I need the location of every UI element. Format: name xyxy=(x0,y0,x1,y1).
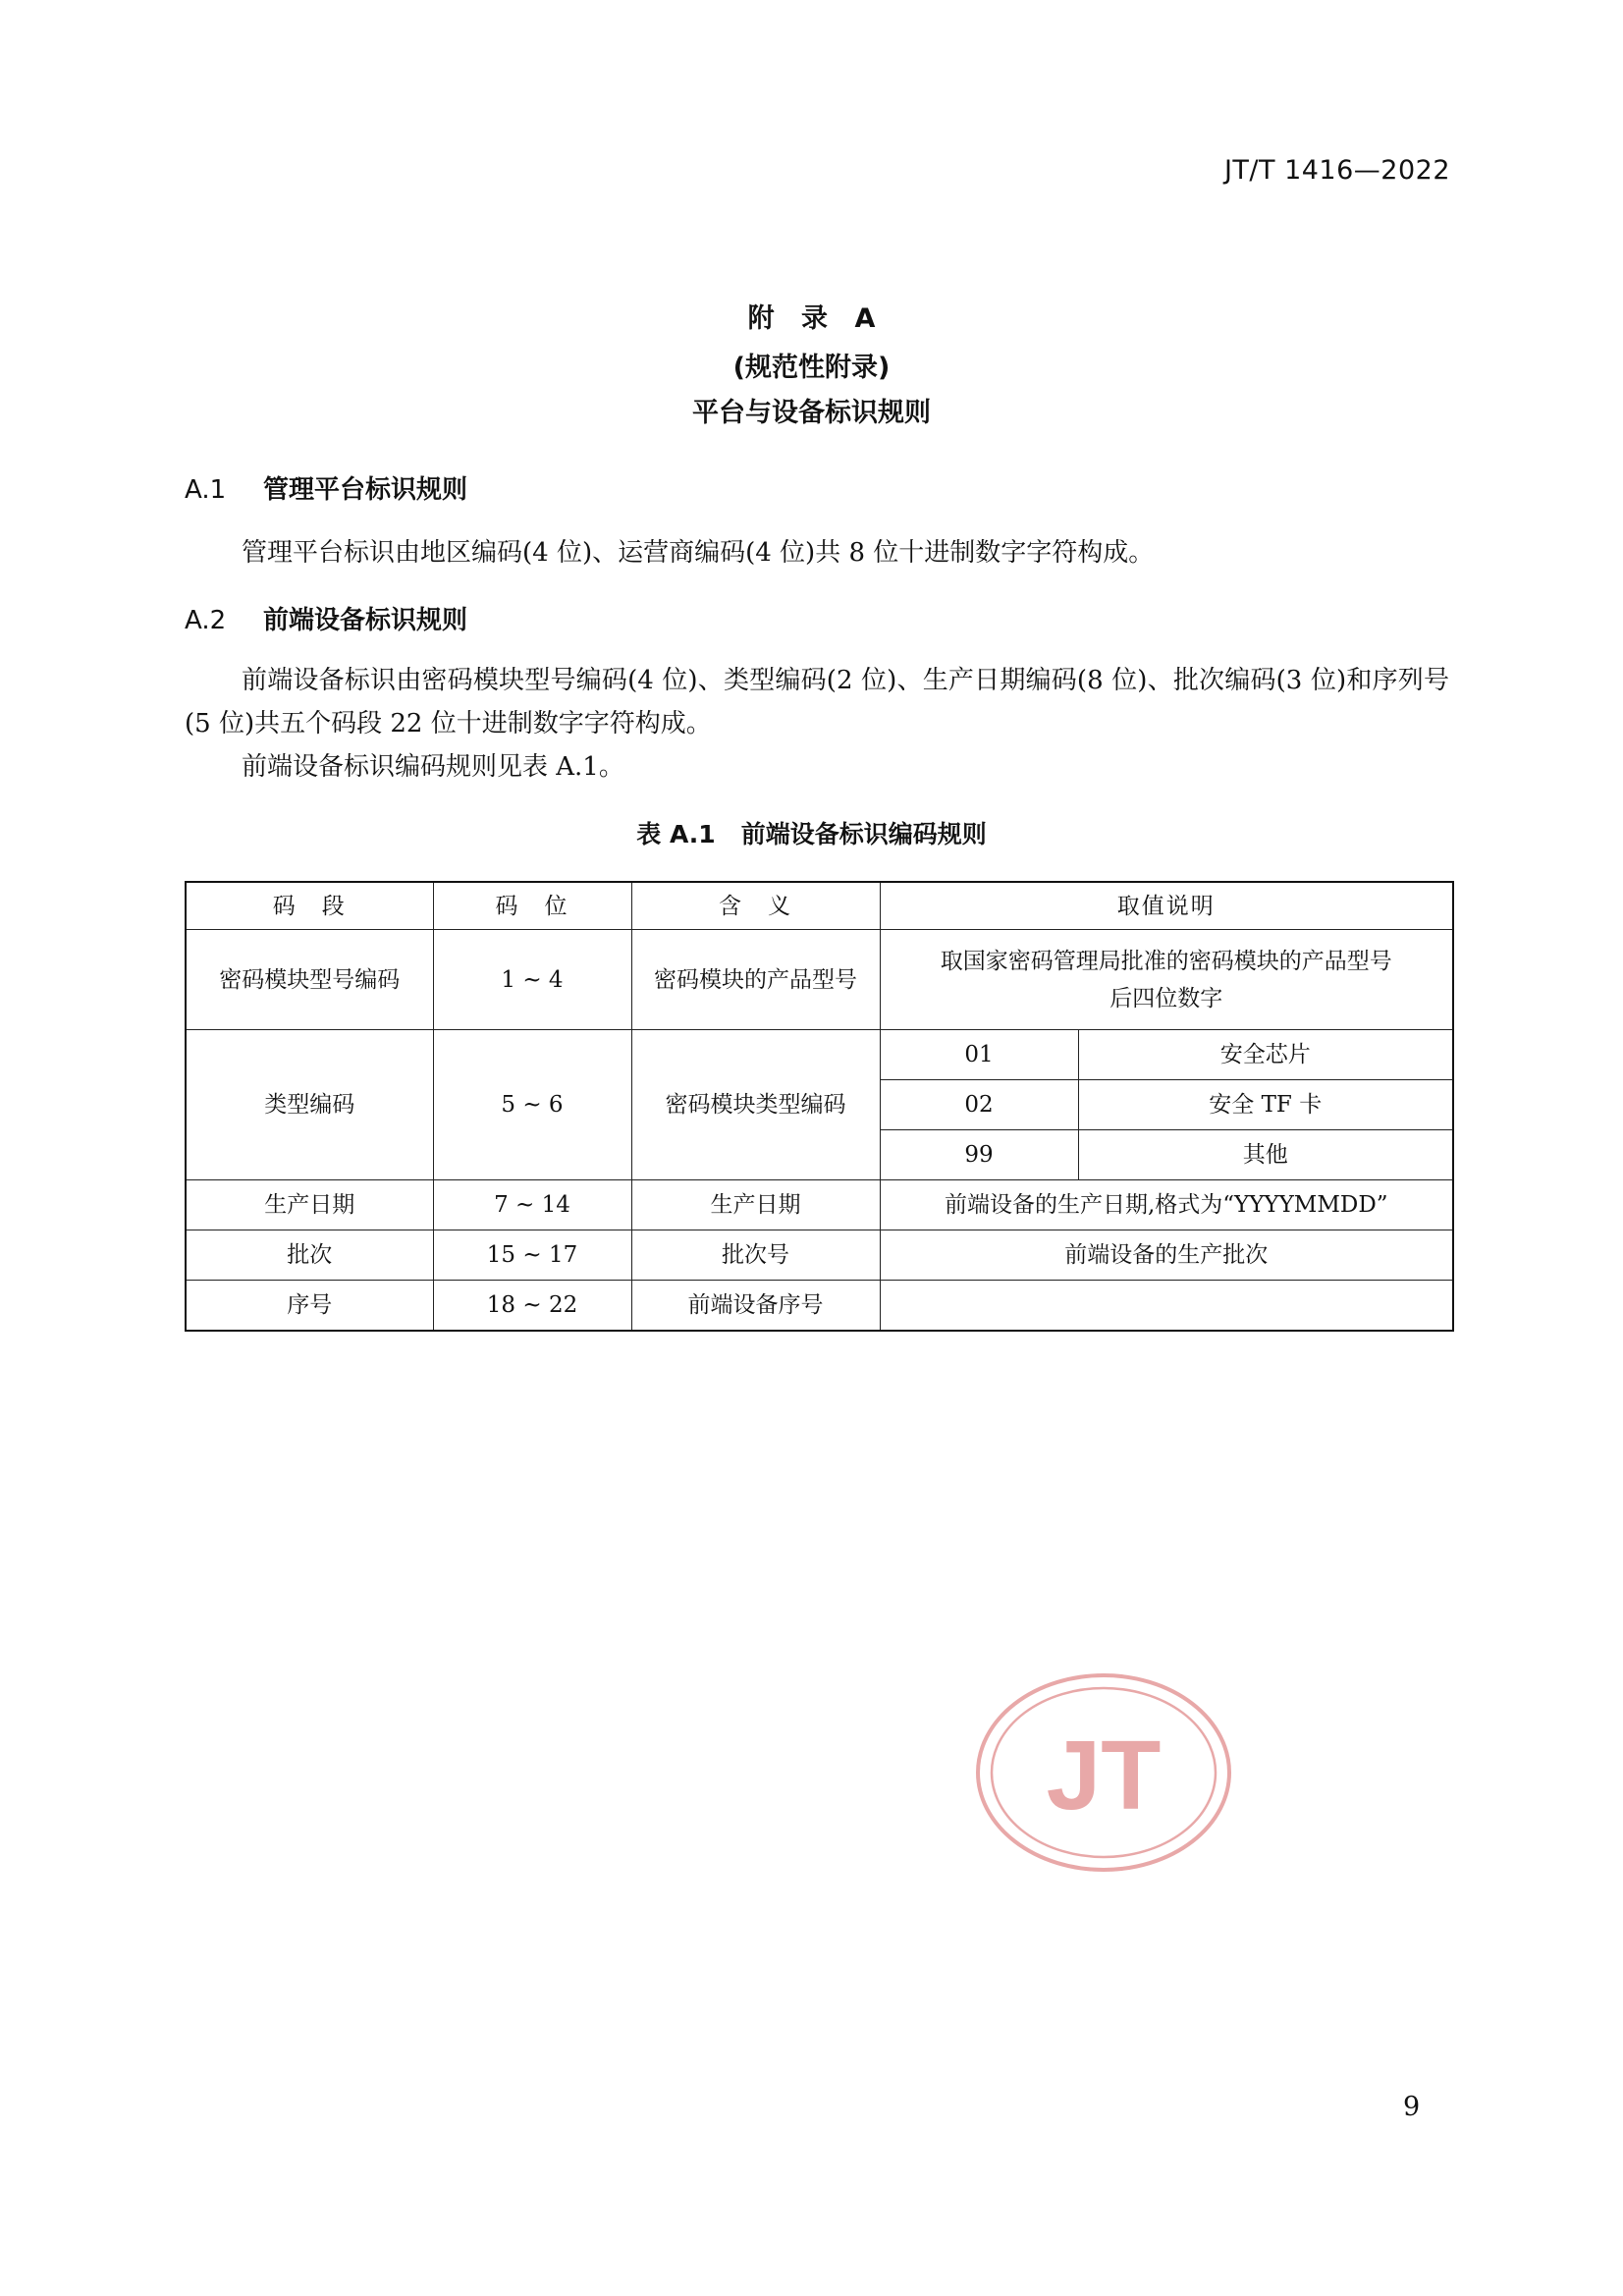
annex-title: 附 录 A xyxy=(747,303,876,334)
annex-name: 平台与设备标识规则 xyxy=(692,398,931,428)
cell-meaning: 密码模块类型编码 xyxy=(631,1030,880,1180)
section-title: 管理平台标识规则 xyxy=(263,475,468,505)
cell-value: 前端设备的生产日期,格式为“YYYYMMDD” xyxy=(880,1180,1453,1230)
section-number: A.2 xyxy=(185,606,227,635)
cell-type-code: 01 xyxy=(880,1030,1078,1080)
jt-watermark-stamp-icon xyxy=(974,1671,1233,1874)
cell-segment: 批次 xyxy=(186,1230,433,1281)
paragraph: 前端设备标识编码规则见表 A.1。 xyxy=(242,752,624,782)
cell-type-code: 99 xyxy=(880,1130,1078,1180)
cell-segment: 生产日期 xyxy=(186,1180,433,1230)
table-row xyxy=(186,1281,1453,1332)
cell-position: 5 ~ 6 xyxy=(433,1030,631,1180)
cell-position: 1 ~ 4 xyxy=(433,930,631,1030)
cell-position: 18 ~ 22 xyxy=(433,1281,631,1332)
table-row xyxy=(186,1230,1453,1281)
cell-meaning: 前端设备序号 xyxy=(631,1281,880,1332)
column-header: 码 位 xyxy=(433,882,631,930)
cell-segment: 序号 xyxy=(186,1281,433,1332)
table-caption-label: 表 A.1 xyxy=(636,820,716,848)
cell-value: 取国家密码管理局批准的密码模块的产品型号后四位数字 xyxy=(880,930,1453,1030)
table-row xyxy=(186,1030,1453,1080)
table-row xyxy=(186,930,1453,1030)
column-header: 含 义 xyxy=(631,882,880,930)
cell-meaning: 批次号 xyxy=(631,1230,880,1281)
table-header-row xyxy=(186,882,1453,930)
section-title: 前端设备标识规则 xyxy=(263,606,468,635)
annex-type: (规范性附录) xyxy=(732,353,891,383)
paragraph: 管理平台标识由地区编码(4 位)、运营商编码(4 位)共 8 位十进制数字字符构成。 xyxy=(242,538,1155,568)
cell-meaning: 生产日期 xyxy=(631,1180,880,1230)
table-caption-title: 前端设备标识编码规则 xyxy=(740,820,987,848)
cell-type-code: 02 xyxy=(880,1080,1078,1130)
standard-code: JT/T 1416—2022 xyxy=(1223,155,1450,186)
column-header: 码 段 xyxy=(186,882,433,930)
cell-position: 15 ~ 17 xyxy=(433,1230,631,1281)
cell-value xyxy=(880,1281,1453,1332)
table-row xyxy=(186,1180,1453,1230)
cell-segment: 类型编码 xyxy=(186,1030,433,1180)
table-caption xyxy=(0,815,1623,850)
paragraph: 前端设备标识由密码模块型号编码(4 位)、类型编码(2 位)、生产日期编码(8 位)、批次编码(3 位)和序列号(5 位)共五个码段 22 位十进制数字字符构成。 xyxy=(185,666,1449,738)
cell-type-desc: 安全芯片 xyxy=(1078,1030,1453,1080)
stamp-text: JT xyxy=(1046,1721,1162,1831)
cell-meaning: 密码模块的产品型号 xyxy=(631,930,880,1030)
cell-position: 7 ~ 14 xyxy=(433,1180,631,1230)
section-heading-a2 xyxy=(185,600,467,636)
page-number: 9 xyxy=(1403,2092,1421,2122)
cell-value: 前端设备的生产批次 xyxy=(880,1230,1453,1281)
section-number: A.1 xyxy=(185,475,227,505)
coding-rules-table xyxy=(185,881,1454,1332)
section-heading-a1 xyxy=(185,469,467,506)
column-header: 取值说明 xyxy=(880,882,1453,930)
cell-type-desc: 安全 TF 卡 xyxy=(1078,1080,1453,1130)
cell-type-desc: 其他 xyxy=(1078,1130,1453,1180)
cell-segment: 密码模块型号编码 xyxy=(186,930,433,1030)
